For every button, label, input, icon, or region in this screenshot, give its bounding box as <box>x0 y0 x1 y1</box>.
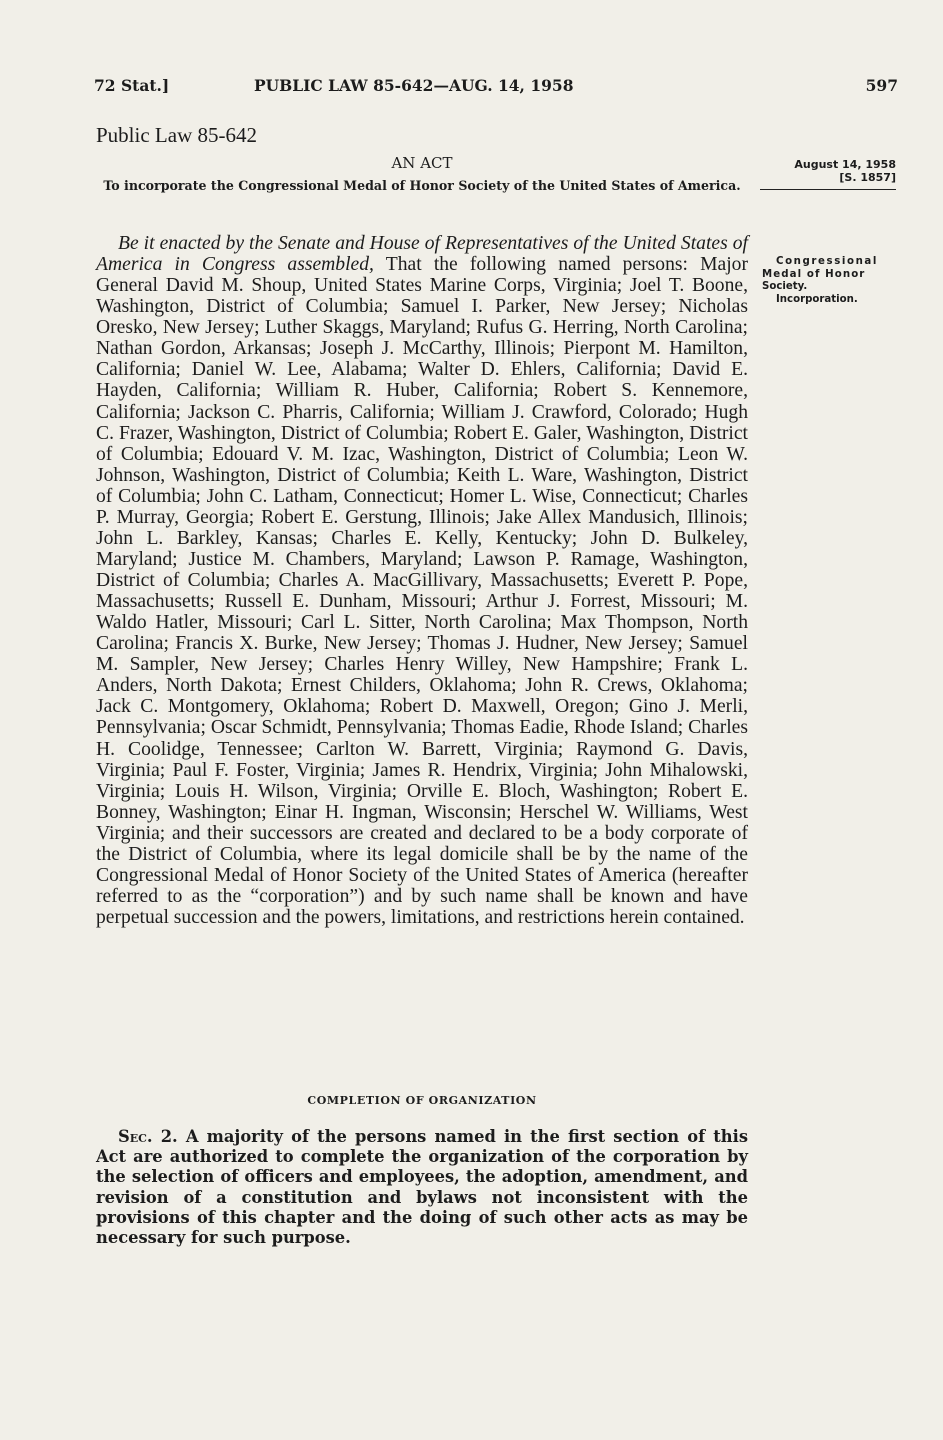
margin-note-line: Society. <box>762 281 808 292</box>
running-head <box>94 76 898 98</box>
act-title: To incorporate the Congressional Medal of Honor Society of the United States of America. <box>103 178 741 193</box>
running-title: PUBLIC LAW 85-642—AUG. 14, 1958 <box>254 76 574 95</box>
bill-number: [S. 1857] <box>839 171 896 184</box>
section-1-body: That the following named persons: Major General David M. Shoup, United States Marine Corps, Virginia; Joel T. Boone, Washington, District of Columbia; Samuel I. Parker, New Jersey; Nicholas Oresko, New Jersey; Luther Skaggs, Maryland; Rufus G. Herring, North Carolina; Nathan Gordon, Arkansas; Joseph J. McCarthy, Illinois; Pierpont M. Hamilton, California; Daniel W. Lee, Alabama; Walter D. Ehlers, California; David E. Hayden, California; William R. Huber, California; Robert S. Kennemore, California; Jackson C. Pharris, California; William J. Crawford, Colorado; Hugh C. Frazer, Washington, District of Columbia; Robert E. Galer, Washington, District of Columbia; Edouard V. M. Izac, Washington, District of Columbia; Leon W. Johnson, Washington, District of Columbia; Keith L. Ware, Washington, District of Columbia; John C. Latham, Connecticut; Homer L. Wise, Connecticut; Charles P. Murray, Georgia; Robert E. Gerstung, Illinois; Jake Allex Mandusich, Illinois; John L. Barkley, Kansas; Charles E. Kelly, Kentucky; John D. Bulkeley, Maryland; Justice M. Chambers, Maryland; Lawson P. Ramage, Washington, District of Columbia; Charles A. MacGillivary, Massachusetts; Everett P. Pope, Massachusetts; Russell E. Dunham, Missouri; Arthur J. Forrest, Missouri; M. Waldo Hatler, Missouri; Carl L. Sitter, North Carolina; Max Thompson, North Carolina; Francis X. Burke, New Jersey; Thomas J. Hudner, New Jersey; Samuel M. Sampler, New Jersey; Charles Henry Willey, New Hampshire; Frank L. Anders, North Dakota; Ernest Childers, Oklahoma; John R. Crews, Oklahoma; Jack C. Montgomery, Oklahoma; Robert D. Maxwell, Oregon; Gino J. Merli, Pennsylvania; Oscar Schmidt, Pennsylvania; Thomas Eadie, Rhode Island; Charles H. Coolidge, Tennessee; Carlton W. Barrett, Virginia; Raymond G. Davis, Virginia; Paul F. Foster, Virginia; James R. Hendrix, Virginia; John Mihalowski, Virginia; Louis H. Wilson, Virginia; Orville E. Bloch, Washington; Robert E. Bonney, Washington; Einar H. Ingman, Wisconsin; Herschel W. Williams, West Virginia; and their successors are created and declared to be a body corporate of the District of Columbia, where its legal domicile shall be by the name of the Congressional Medal of Honor Society of the United States of America (hereafter referred to as the “corporation”) and by such name shall be known and have perpetual succession and the powers, limitations, and restrictions herein contained. <box>96 254 748 928</box>
section-2-paragraph <box>96 1127 748 1248</box>
law-number: Public Law 85-642 <box>96 123 257 147</box>
margin-rule <box>760 189 896 190</box>
page-number: 597 <box>865 76 898 95</box>
act-heading: AN ACT <box>391 154 453 172</box>
margin-note-line: Medal of Honor <box>762 268 866 280</box>
margin-note-line: Incorporation. <box>776 293 858 305</box>
enacting-clause: Be it enacted by the Senate and House of Representatives of the United States of America in Congress assembled, <box>96 233 748 276</box>
margin-note <box>762 256 902 306</box>
margin-date-block <box>760 158 896 184</box>
section-2-label: Sec. 2. <box>118 1127 178 1146</box>
section-2-body: A majority of the persons named in the first section of this Act are authorized to complete the organization of the corporation by the selection of officers and employees, the adoption, amendment, and revision of a constitution and bylaws not inconsistent with the provisions of this chapter and the doing of such other acts as may be necessary for such purpose. <box>96 1127 748 1248</box>
statute-volume: 72 Stat.] <box>94 76 170 95</box>
margin-note-line: Congressional <box>776 256 878 267</box>
section-2-heading: COMPLETION OF ORGANIZATION <box>307 1094 537 1107</box>
enactment-date: August 14, 1958 <box>794 158 896 171</box>
section-1-paragraph <box>96 233 748 928</box>
